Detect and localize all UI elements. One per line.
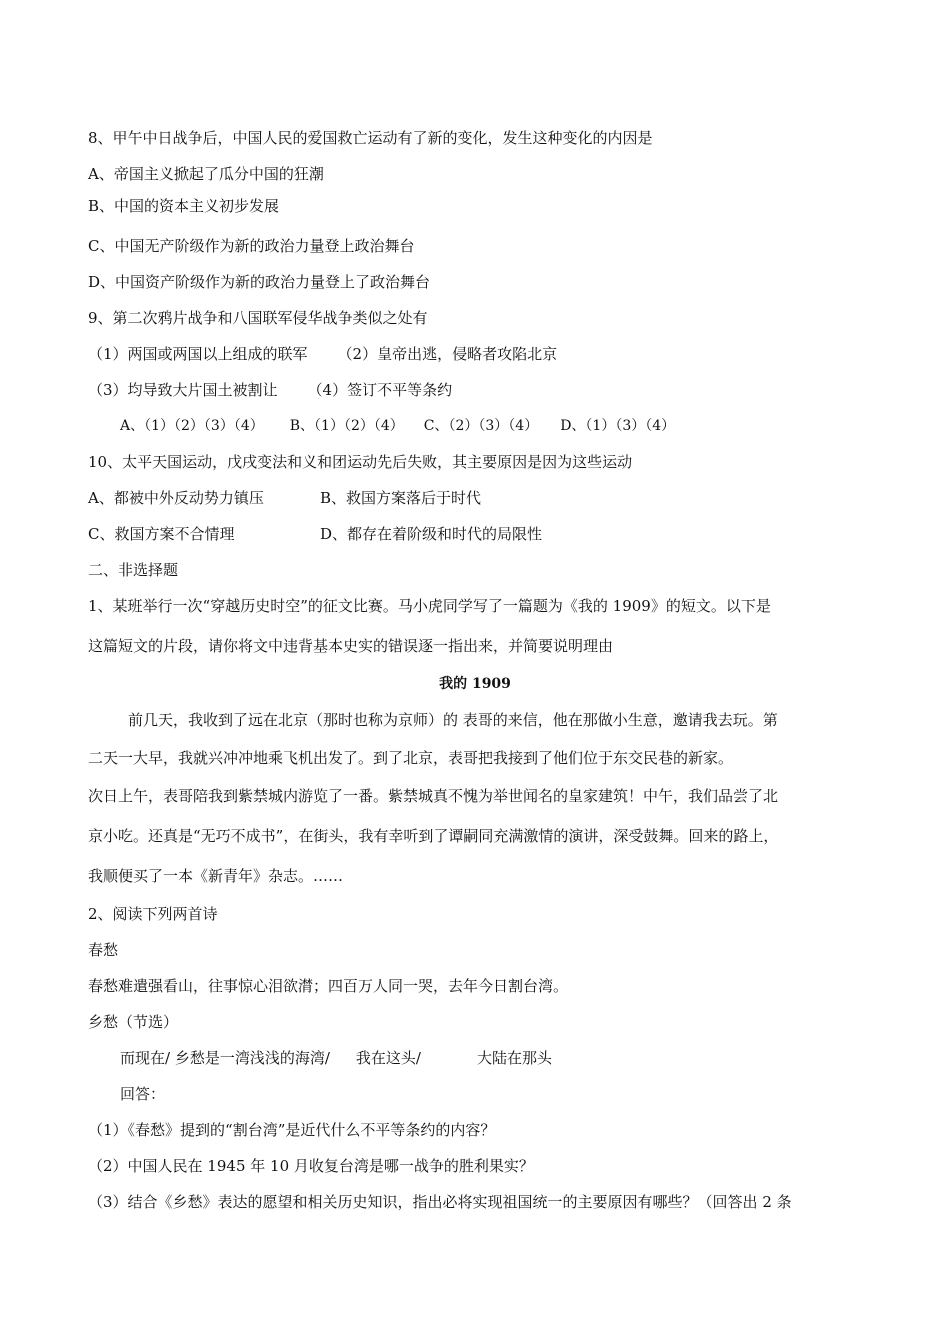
q8-option-b: B、中国的资本主义初步发展 bbox=[88, 197, 280, 215]
q9-statements-row-1 bbox=[88, 344, 557, 364]
q9-statement-2: （2）皇帝出逃，侵略者攻陷北京 bbox=[337, 345, 558, 363]
p1-stem-line-2: 这篇短文的片段，请你将文中违背基本史实的错误逐一指出来，并简要说明理由 bbox=[88, 637, 614, 655]
q9-statements-row-2 bbox=[88, 380, 452, 400]
q9-statement-3: （3）均导致大片国土被割让 bbox=[88, 381, 278, 399]
q9-option-a: A、（1）（2）（3）（4） bbox=[120, 418, 264, 434]
poem-2-verse-2: 我在这头/ bbox=[355, 1049, 421, 1067]
q9-statement-4: （4）签订不平等条约 bbox=[307, 381, 453, 399]
poem-1-title: 春愁 bbox=[88, 941, 119, 959]
poem-2-verses bbox=[120, 1048, 552, 1068]
q9-statement-1: （1）两国或两国以上组成的联军 bbox=[88, 345, 308, 363]
section-heading: 二、非选择题 bbox=[88, 561, 179, 579]
subquestion-2: （2）中国人民在 1945 年 10 月收复台湾是哪一战争的胜利果实？ bbox=[88, 1157, 534, 1175]
q10-option-a: A、都被中外反动势力镇压 bbox=[88, 489, 264, 507]
poem-2-verse-3: 大陆在那头 bbox=[476, 1049, 552, 1067]
q10-stem: 10、太平天国运动，戊戌变法和义和团运动先后失败，其主要原因是因为这些运动 bbox=[88, 453, 633, 471]
essay-title: 我的 1909 bbox=[439, 676, 511, 692]
poem-2-verse-1: 而现在/ 乡愁是一湾浅浅的海湾/ bbox=[120, 1049, 330, 1067]
q10-option-c: C、救国方案不合情理 bbox=[88, 525, 235, 543]
q10-options-row-1 bbox=[88, 488, 481, 508]
essay-line-2: 二天一大早，我就兴冲冲地乘飞机出发了。到了北京，表哥把我接到了他们位于东交民巷的新家。 bbox=[88, 749, 734, 767]
q8-option-a: A、帝国主义掀起了瓜分中国的狂潮 bbox=[88, 165, 324, 183]
q9-option-d: D、（1）（3）（4） bbox=[560, 418, 676, 434]
poem-1-text: 春愁难遣强看山，往事惊心泪欲潸；四百万人同一哭，去年今日割台湾。 bbox=[88, 977, 569, 995]
poem-2-title: 乡愁（节选） bbox=[88, 1013, 179, 1031]
q10-option-d: D、都存在着阶级和时代的局限性 bbox=[320, 525, 543, 543]
q9-stem: 9、第二次鸦片战争和八国联军侵华战争类似之处有 bbox=[88, 309, 428, 327]
essay-line-3: 次日上午，表哥陪我到紫禁城内游览了一番。紫禁城真不愧为举世闻名的皇家建筑！中午，我们品尝了北 bbox=[88, 787, 779, 805]
q10-option-b: B、救国方案落后于时代 bbox=[320, 489, 482, 507]
subquestion-1: （1）《春愁》提到的“割台湾”是近代什么不平等条约的内容？ bbox=[88, 1121, 496, 1139]
q9-option-b: B、（1）（2）（4） bbox=[289, 418, 404, 434]
q8-option-c: C、中国无产阶级作为新的政治力量登上政治舞台 bbox=[88, 237, 415, 255]
answer-label: 回答： bbox=[120, 1085, 166, 1103]
p1-stem-line-1: 1、某班举行一次“穿越历史时空”的征文比赛。马小虎同学写了一篇题为《我的 1909》的短文。以下是 bbox=[88, 597, 771, 615]
essay-line-5: 我顺便买了一本《新青年》杂志。…… bbox=[88, 867, 344, 885]
essay-line-1: 前几天，我收到了远在北京（那时也称为京师）的 表哥的来信，他在那做小生意，邀请我去玩。第 bbox=[128, 711, 778, 729]
q8-stem: 8、甲午中日战争后，中国人民的爱国救亡运动有了新的变化，发生这种变化的内因是 bbox=[88, 129, 653, 147]
q9-option-c: C、（2）（3）（4） bbox=[423, 418, 539, 434]
subquestion-3: （3）结合《乡愁》表达的愿望和相关历史知识，指出必将实现祖国统一的主要原因有哪些？（回答出 2 条 bbox=[88, 1193, 792, 1211]
q10-options-row-2 bbox=[88, 524, 542, 544]
essay-line-4: 京小吃。还真是“无巧不成书”，在街头，我有幸听到了谭嗣同充满激情的演讲，深受鼓舞。回来的路上， bbox=[88, 827, 779, 845]
q8-option-d: D、中国资产阶级作为新的政治力量登上了政治舞台 bbox=[88, 273, 431, 291]
p2-stem: 2、阅读下列两首诗 bbox=[88, 905, 218, 923]
q9-options bbox=[120, 416, 675, 436]
